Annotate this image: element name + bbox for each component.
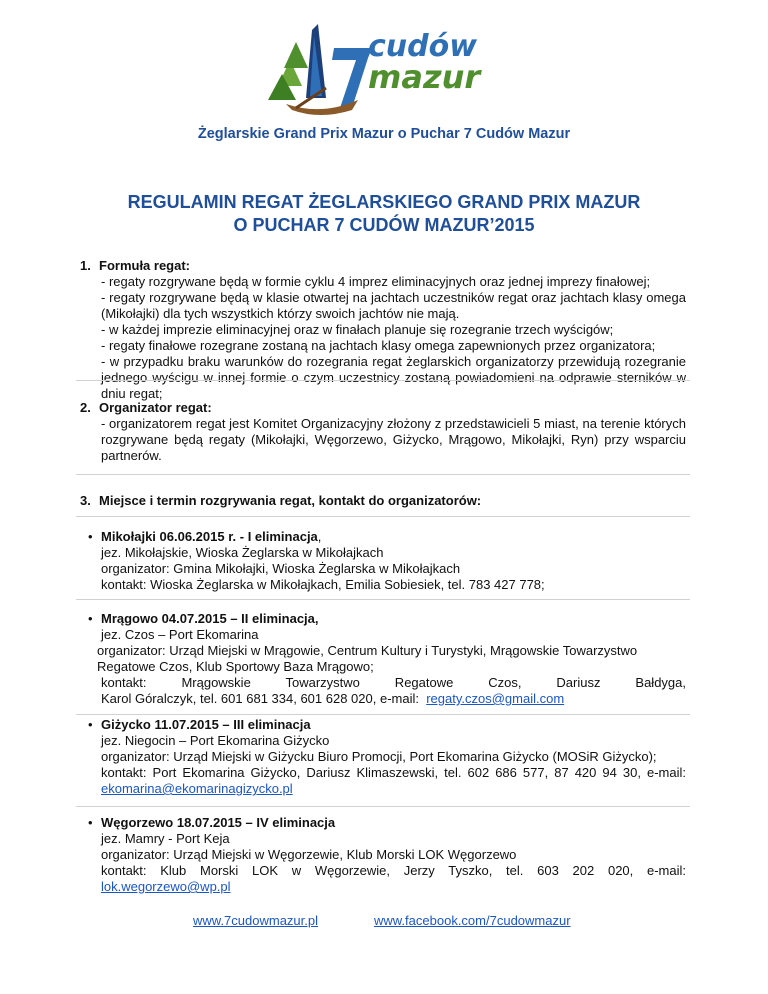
event-organizer: Regatowe Czos, Klub Sportowy Baza Mrągowo;	[97, 659, 374, 674]
event-wegorzewo-body	[101, 831, 686, 895]
bullet-icon: •	[88, 717, 93, 732]
event-organizer: organizator: Urząd Miejski w Węgorzewie, Klub Morski LOK Węgorzewo	[101, 847, 517, 862]
footer-facebook	[374, 913, 571, 929]
section-1-line: - w przypadku braku warunków do rozegrania regat żeglarskich organizatorzy przewidują rozegranie jednego wyścigu w innej formie o czym uczestnicy zostaną powiadomieni na odprawie sterników w dniu regat;	[101, 354, 686, 401]
event-gizycko-heading: • Giżycko 11.07.2015 – III eliminacja	[88, 717, 311, 732]
event-mikolajki-heading: • Mikołajki 06.06.2015 r. - I eliminacja,	[88, 529, 322, 544]
divider	[76, 714, 690, 715]
event-wegorzewo-heading: • Węgorzewo 18.07.2015 – IV eliminacja	[88, 815, 336, 830]
email-link[interactable]: ekomarina@ekomarinagizycko.pl	[101, 781, 293, 796]
section-2-body	[101, 416, 686, 464]
event-organizer: organizator: Gmina Mikołajki, Wioska Żeglarska w Mikołajkach	[101, 561, 461, 576]
event-mragowo-body	[97, 627, 686, 707]
facebook-link[interactable]: www.facebook.com/7cudowmazur	[374, 913, 571, 928]
divider	[76, 599, 690, 600]
logo-7-cudow-mazur	[256, 12, 496, 124]
event-lake: jez. Niegocin – Port Ekomarina Giżycko	[101, 733, 330, 748]
bullet-icon: •	[88, 529, 93, 544]
bullet-icon: •	[88, 611, 93, 626]
page-subtitle: Żeglarskie Grand Prix Mazur o Puchar 7 Cudów Mazur	[197, 126, 571, 142]
section-2-heading: 2. Organizator regat:	[80, 400, 212, 415]
event-lake: jez. Mamry - Port Keja	[101, 831, 230, 846]
bullet-icon: •	[88, 815, 93, 830]
event-contact: kontakt: Port Ekomarina Giżycko, Dariusz Klimaszewski, tel. 602 686 577, 87 420 94 30, e-mail:	[101, 765, 686, 780]
section-1-line: - regaty rozgrywane będą w formie cyklu 4 imprez eliminacyjnych oraz jednej imprezy finałowej;	[101, 274, 651, 289]
logo-word-cudow: cudów	[368, 29, 477, 64]
event-lake: jez. Czos – Port Ekomarina	[101, 627, 259, 642]
event-contact: Karol Góralczyk, tel. 601 681 334, 601 628 020, e-mail: regaty.czos@gmail.com	[101, 691, 565, 706]
divider	[76, 474, 690, 475]
event-contact: kontakt: Wioska Żeglarska w Mikołajkach, Emilia Sobiesiek, tel. 783 427 778;	[101, 577, 545, 592]
event-lake: jez. Mikołajskie, Wioska Żeglarska w Mikołajkach	[101, 545, 384, 560]
event-contact: kontakt: Klub Morski LOK w Węgorzewie, Jerzy Tyszko, tel. 603 202 020, e-mail:	[101, 863, 686, 878]
event-mragowo-heading: • Mrągowo 04.07.2015 – II eliminacja,	[88, 611, 319, 626]
website-link[interactable]: www.7cudowmazur.pl	[193, 913, 318, 928]
divider	[76, 806, 690, 807]
section-1-body	[101, 274, 686, 402]
section-1-line: - w każdej imprezie eliminacyjnej oraz w finałach planuje się rozegranie trzech wyścigów;	[101, 322, 614, 337]
footer-website	[193, 913, 318, 929]
section-1-line: - regaty rozgrywane będą w klasie otwartej na jachtach uczestników regat oraz jachtach klasy omega (Mikołajki) dla tych wszystkich którzy swoich jachtów nie mają.	[101, 290, 686, 321]
logo-word-mazur: mazur	[368, 58, 481, 96]
event-mikolajki-body	[101, 545, 686, 593]
event-contact: kontakt: Mrągowskie Towarzystwo Regatowe Czos, Dariusz Bałdyga,	[101, 675, 686, 690]
event-organizer: organizator: Urząd Miejski w Mrągowie, Centrum Kultury i Turystyki, Mrągowskie Towarzystwo	[97, 643, 638, 658]
email-link[interactable]: lok.wegorzewo@wp.pl	[101, 879, 231, 894]
section-3-heading: 3. Miejsce i termin rozgrywania regat, kontakt do organizatorów:	[80, 493, 482, 508]
event-gizycko-body	[101, 733, 686, 797]
email-link[interactable]: regaty.czos@gmail.com	[426, 691, 565, 706]
page-title	[0, 191, 768, 237]
event-contact-email	[101, 879, 686, 895]
section-1-heading: 1. Formuła regat:	[80, 258, 191, 273]
divider	[76, 380, 690, 381]
section-2-line: - organizatorem regat jest Komitet Organizacyjny złożony z przedstawicieli 5 miast, na terenie których rozgrywane będą regaty (Mikołajki, Węgorzewo, Giżycko, Mrągowo, Mikołajki, Ryn) przy wsparciu partnerów.	[101, 416, 686, 463]
divider	[76, 516, 690, 517]
logo-graphic	[256, 12, 496, 124]
event-organizer: organizator: Urząd Miejski w Giżycku Biuro Promocji, Port Ekomarina Giżycko (MOSiR Giżycko);	[101, 749, 657, 764]
title-line-1: REGULAMIN REGAT ŻEGLARSKIEGO GRAND PRIX MAZUR	[127, 192, 641, 212]
event-contact-email	[101, 781, 686, 797]
title-line-2: O PUCHAR 7 CUDÓW MAZUR’2015	[233, 215, 535, 235]
logo-number: 7	[256, 12, 257, 13]
section-1-line: - regaty finałowe rozegrane zostaną na jachtach klasy omega zapewnionych przez organizatora;	[101, 338, 656, 353]
